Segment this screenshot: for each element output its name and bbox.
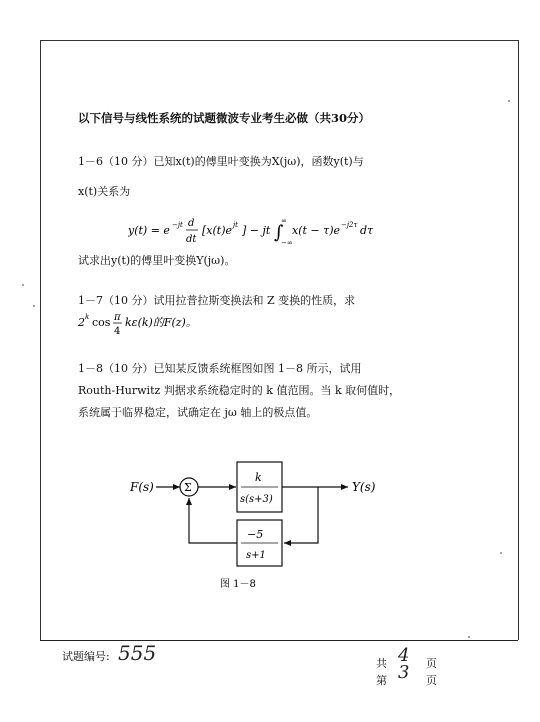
svg-text:−∞: −∞ — [281, 239, 293, 247]
output-label: Y(s) — [352, 480, 376, 494]
svg-text:jt: jt — [233, 221, 238, 229]
q16-formula-graphic — [128, 212, 398, 252]
feedback-denominator: s+1 — [246, 550, 266, 561]
forward-numerator: k — [255, 471, 262, 484]
svg-text:π: π — [114, 312, 121, 323]
block-diagram — [100, 450, 400, 600]
diagram-caption: 图 1－8 — [220, 579, 256, 590]
svg-text:dτ: dτ — [360, 224, 374, 237]
scan-speck — [468, 636, 470, 638]
q17-formula — [78, 306, 218, 344]
svg-text:k: k — [85, 313, 90, 321]
svg-text:] − jt: ] − jt — [242, 224, 271, 237]
svg-text:−j2τ: −j2τ — [341, 221, 358, 229]
page-border-top — [40, 40, 518, 41]
q18-line2: Routh-Hurwitz 判据求系统稳定时的 k 值范围。当 k 取何值时， — [78, 384, 401, 397]
q16-line2: x(t)关系为 — [78, 185, 131, 198]
exam-code-label: 试题编号: — [62, 650, 110, 663]
sum-symbol: Σ — [184, 481, 192, 494]
scan-speck — [33, 305, 35, 307]
total-pages-prefix: 共 — [376, 657, 387, 670]
feedback-path-out — [189, 498, 237, 543]
svg-text:cos: cos — [92, 316, 111, 329]
svg-text:∞: ∞ — [281, 217, 287, 225]
q16-formula — [128, 212, 398, 255]
q16-line3: 试求出y(t)的傅里叶变换Y(jω)。 — [78, 254, 236, 267]
section-header: 以下信号与线性系统的试题微波专业考生必做（共30分） — [78, 111, 371, 125]
input-label: F(s) — [130, 480, 154, 494]
page-number-suffix: 页 — [426, 674, 437, 687]
q17-line1: 1－7（10 分）试用拉普拉斯变换法和 Z 变换的性质，求 — [78, 294, 356, 307]
svg-text:kε(k)的F(z)。: kε(k)的F(z)。 — [125, 316, 197, 329]
svg-text:2: 2 — [78, 316, 85, 329]
forward-denominator: s(s+3) — [240, 494, 273, 505]
svg-text:dt: dt — [186, 234, 197, 245]
page-number-value: 3 — [398, 662, 410, 683]
page-border-right — [518, 40, 519, 640]
q18-line1: 1－8（10 分）已知某反馈系统框图如图 1－8 所示，试用 — [78, 362, 362, 375]
total-pages-suffix: 页 — [426, 657, 437, 670]
exam-code-value: 555 — [118, 641, 157, 665]
svg-text:d: d — [188, 218, 195, 229]
svg-text:x(t − τ)e: x(t − τ)e — [292, 224, 341, 237]
q17-formula-graphic — [78, 306, 218, 340]
total-pages-value: 4 — [398, 645, 410, 666]
scan-speck — [22, 284, 24, 286]
page-border-left — [40, 40, 41, 640]
svg-text:4: 4 — [114, 326, 121, 337]
feedback-path-in — [284, 487, 318, 543]
scan-speck — [508, 100, 510, 102]
page-border-bottom — [40, 640, 518, 641]
page-number-prefix: 第 — [376, 674, 387, 687]
q16-line1: 1－6（10 分）已知x(t)的傅里叶变换为X(jω)，函数y(t)与 — [78, 155, 364, 168]
q18-line3: 系统属于临界稳定，试确定在 jω 轴上的极点值。 — [78, 406, 318, 419]
svg-text:[x(t)e: [x(t)e — [202, 224, 233, 237]
svg-text:−jt: −jt — [172, 221, 183, 229]
svg-text:y(t) = e: y(t) = e — [128, 224, 170, 237]
scan-speck — [500, 552, 502, 554]
svg-text:∫: ∫ — [274, 222, 284, 243]
feedback-numerator: −5 — [247, 528, 264, 541]
